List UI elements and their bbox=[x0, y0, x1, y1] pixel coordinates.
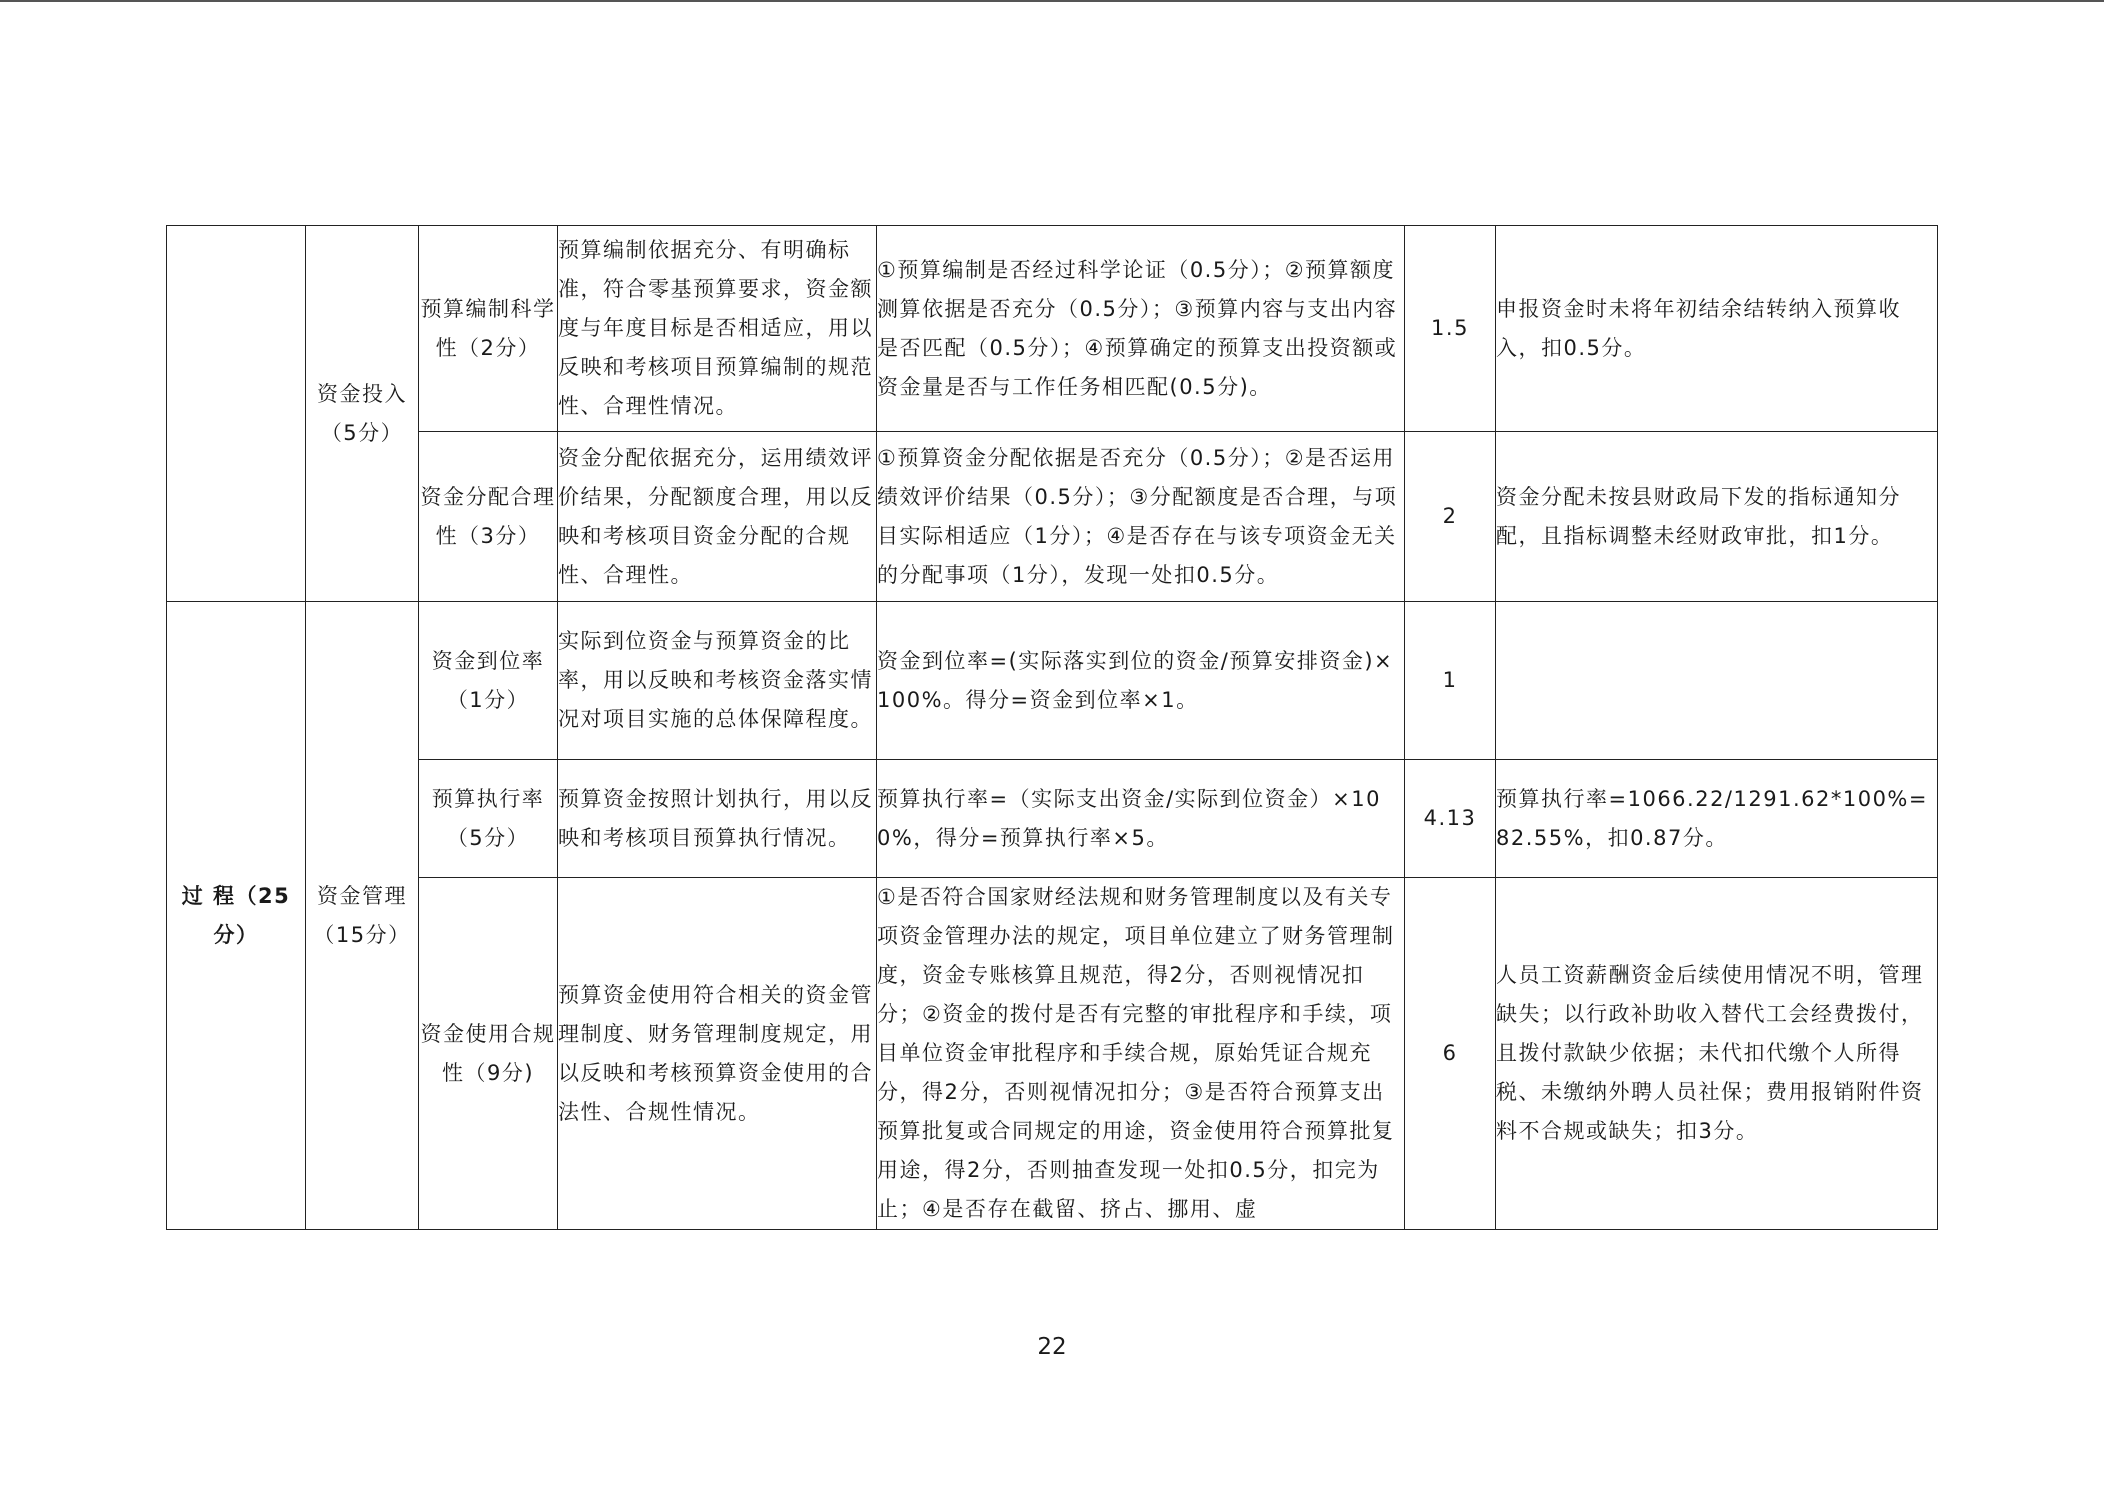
deduction-remark: 人员工资薪酬资金后续使用情况不明，管理缺失；以行政补助收入替代工会经费拨付，且拨付款缺少依据；未代扣代缴个人所得税、未缴纳外聘人员社保；费用报销附件资料不合规或缺失；扣3分。 bbox=[1496, 878, 1938, 1230]
score-value: 2 bbox=[1405, 432, 1496, 602]
deduction-remark: 申报资金时未将年初结余结转纳入预算收入，扣0.5分。 bbox=[1496, 226, 1938, 432]
indicator-description: 预算编制依据充分、有明确标准，符合零基预算要求，资金额度与年度目标是否相适应，用以反映和考核项目预算编制的规范性、合理性情况。 bbox=[558, 226, 877, 432]
scoring-standard: 预算执行率=（实际支出资金/实际到位资金）×100%，得分=预算执行率×5。 bbox=[877, 760, 1405, 878]
score-value: 4.13 bbox=[1405, 760, 1496, 878]
scoring-standard: ①是否符合国家财经法规和财务管理制度以及有关专项资金管理办法的规定，项目单位建立了财务管理制度，资金专账核算且规范，得2分，否则视情况扣分；②资金的拨付是否有完整的审批程序和手续，项目单位资金审批程序和手续合规，原始凭证合规充分，得2分，否则视情况扣分；③是否符合预算支出预算批复或合同规定的用途，资金使用符合预算批复用途，得2分，否则抽查发现一处扣0.5分，扣完为止；④是否存在截留、挤占、挪用、虚 bbox=[877, 878, 1405, 1230]
page-number: 22 bbox=[1037, 1334, 1067, 1360]
top-border-line bbox=[0, 0, 2104, 2]
table-row bbox=[167, 226, 1938, 432]
deduction-remark: 资金分配未按县财政局下发的指标通知分配，且指标调整未经财政审批，扣1分。 bbox=[1496, 432, 1938, 602]
scoring-standard: ①预算编制是否经过科学论证（0.5分）；②预算额度测算依据是否充分（0.5分）；③预算内容与支出内容是否匹配（0.5分）；④预算确定的预算支出投资额或资金量是否与工作任务相匹配(0.5分)。 bbox=[877, 226, 1405, 432]
indicator-name: 预算执行率（5分） bbox=[419, 760, 558, 878]
indicator-description: 预算资金按照计划执行，用以反映和考核项目预算执行情况。 bbox=[558, 760, 877, 878]
score-value: 6 bbox=[1405, 878, 1496, 1230]
indicator-name: 预算编制科学性（2分） bbox=[419, 226, 558, 432]
table-row bbox=[167, 432, 1938, 602]
table-row bbox=[167, 760, 1938, 878]
table-row bbox=[167, 878, 1938, 1230]
stage-cell-empty bbox=[167, 226, 306, 602]
indicator-name: 资金使用合规性（9分) bbox=[419, 878, 558, 1230]
table-row bbox=[167, 602, 1938, 760]
scoring-standard: ①预算资金分配依据是否充分（0.5分）；②是否运用绩效评价结果（0.5分）；③分配额度是否合理，与项目实际相适应（1分）；④是否存在与该专项资金无关的分配事项（1分），发现一处扣0.5分。 bbox=[877, 432, 1405, 602]
secondary-indicator: 资金投入（5分） bbox=[306, 226, 419, 602]
indicator-name: 资金到位率（1分） bbox=[419, 602, 558, 760]
indicator-description: 预算资金使用符合相关的资金管理制度、财务管理制度规定，用以反映和考核预算资金使用的合法性、合规性情况。 bbox=[558, 878, 877, 1230]
deduction-remark bbox=[1496, 602, 1938, 760]
scoring-standard: 资金到位率=(实际落实到位的资金/预算安排资金)×100%。得分=资金到位率×1。 bbox=[877, 602, 1405, 760]
indicator-description: 实际到位资金与预算资金的比率，用以反映和考核资金落实情况对项目实施的总体保障程度。 bbox=[558, 602, 877, 760]
indicator-description: 资金分配依据充分，运用绩效评价结果，分配额度合理，用以反映和考核项目资金分配的合规性、合理性。 bbox=[558, 432, 877, 602]
deduction-remark: 预算执行率=1066.22/1291.62*100%=82.55%，扣0.87分。 bbox=[1496, 760, 1938, 878]
score-value: 1.5 bbox=[1405, 226, 1496, 432]
score-value: 1 bbox=[1405, 602, 1496, 760]
indicator-name: 资金分配合理性（3分） bbox=[419, 432, 558, 602]
secondary-indicator: 资金管理（15分） bbox=[306, 602, 419, 1230]
evaluation-table bbox=[166, 225, 1938, 1230]
primary-indicator: 过 程（25分） bbox=[167, 602, 306, 1230]
